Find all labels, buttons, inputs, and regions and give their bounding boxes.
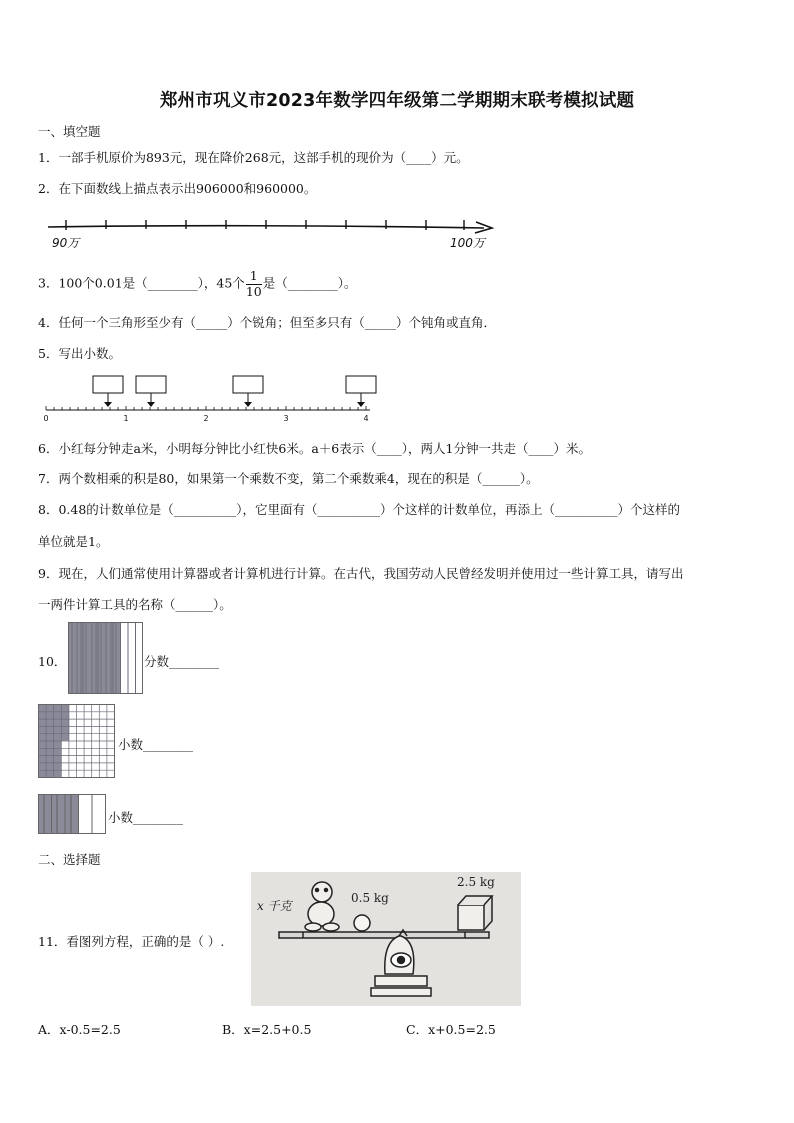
- question-3-prefix: 3．100个0.01是（________），45个: [38, 275, 245, 291]
- section-heading-multiple-choice: 二、选择题: [38, 852, 101, 867]
- question-8-line-2: 单位就是1。: [38, 534, 109, 549]
- question-3-suffix: 是（________）。: [262, 275, 357, 291]
- question-9-line-2: 一两件计算工具的名称（______）。: [38, 597, 232, 612]
- fraction-numerator: 1: [246, 270, 262, 285]
- q10-decimal-answer-2: 小数________: [108, 810, 184, 825]
- q10-decimal-answer-1: 小数________: [118, 737, 194, 752]
- label-0-5-kg: 0.5 kg: [351, 891, 389, 905]
- number-line-label-90w: 90万: [52, 236, 80, 250]
- decimal-number-line: [40, 373, 380, 425]
- q10-fraction-answer: 分数________: [144, 654, 220, 669]
- question-8-line-1: 8．0.48的计数单位是（__________），它里面有（__________）个这样的计数单位，再添上（__________）个这样的: [38, 502, 681, 517]
- question-6: 6．小红每分钟走a米，小明每分钟比小红快6米。a＋6表示（____），两人1分钟一共走（____）米。: [38, 441, 591, 456]
- answer-box-4: [346, 376, 376, 393]
- option-c[interactable]: C．x+0.5=2.5: [406, 1022, 496, 1037]
- question-10-number: 10．: [38, 654, 67, 669]
- tick-label-4: 4: [363, 414, 369, 423]
- tick-label-3: 3: [283, 414, 289, 423]
- question-7: 7．两个数相乘的积是80，如果第一个乘数不变，第二个乘数乘4，现在的积是（______）。: [38, 471, 539, 486]
- question-1: 1．一部手机原价为893元，现在降价268元，这部手机的现价为（____）元。: [38, 150, 469, 165]
- five-strips-figure: [38, 794, 106, 834]
- question-4: 4．任何一个三角形至少有（_____）个锐角；但至多只有（_____）个钝角或直角．: [38, 315, 496, 330]
- fraction-denominator: 10: [245, 283, 262, 299]
- question-3: [38, 270, 356, 298]
- question-9-line-1: 9．现在，人们通常使用计算器或者计算机进行计算。在古代，我国劳动人民曾经发明并使用过一些计算工具，请写出: [38, 566, 684, 581]
- answer-box-3: [233, 376, 263, 393]
- shaded-strips-figure: [68, 622, 143, 694]
- tick-label-2: 2: [203, 414, 209, 423]
- question-11: 11．看图列方程，正确的是（ ）.: [38, 934, 225, 949]
- option-a[interactable]: A．x-0.5=2.5: [38, 1022, 121, 1037]
- question-2: 2．在下面数线上描点表示出906000和960000。: [38, 181, 317, 196]
- tick-label-1: 1: [123, 414, 129, 423]
- answer-box-1: [93, 376, 123, 393]
- number-line-label-100w: 100万: [450, 236, 485, 250]
- label-2-5-kg: 2.5 kg: [457, 875, 495, 889]
- balance-scale-image: [251, 872, 521, 1006]
- fraction-one-tenth: [246, 270, 262, 298]
- question-5: 5．写出小数。: [38, 346, 121, 361]
- section-heading-fill-in: 一、填空题: [38, 124, 101, 139]
- label-x-kg: x 千克: [257, 899, 292, 913]
- number-line-90w-100w: [44, 210, 504, 252]
- hundred-grid-figure: [38, 704, 115, 778]
- answer-box-2: [136, 376, 166, 393]
- tick-label-0: 0: [43, 414, 49, 423]
- page-title: 郑州市巩义市2023年数学四年级第二学期期末联考模拟试题: [159, 91, 635, 111]
- option-b[interactable]: B．x=2.5+0.5: [222, 1022, 312, 1037]
